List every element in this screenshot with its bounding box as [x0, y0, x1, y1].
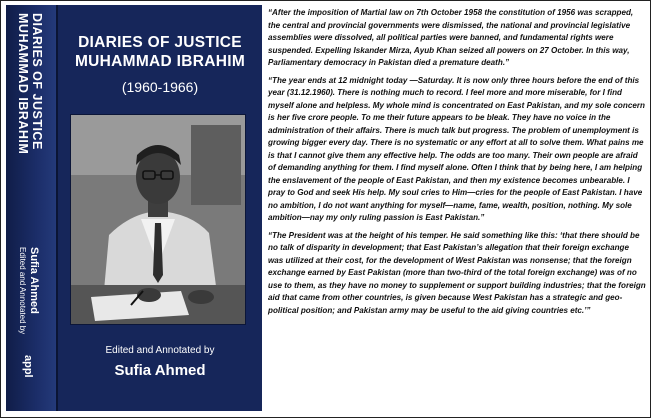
edited-by-label: Edited and Annotated by — [105, 345, 215, 356]
front-cover — [58, 5, 262, 411]
spine-publisher-logo: appl — [22, 355, 34, 378]
portrait-illustration — [71, 115, 245, 324]
cover-years: (1960-1966) — [121, 79, 199, 95]
spine-title — [16, 13, 44, 154]
cover-title-line2: MUHAMMAD IBRAHIM — [74, 53, 246, 70]
cover-title-line1: DIARIES OF JUSTICE — [78, 34, 242, 51]
cover-author-name: Sufia Ahmed — [114, 362, 206, 379]
spine-title-line2: MUHAMMAD IBRAHIM — [16, 13, 30, 155]
diary-quotes — [268, 7, 646, 411]
quote-martial-law: “After the imposition of Martial law on 7th October 1958 the constitution of 1956 was scrapped, the central and provincial governments were dismissed, the national and provincial legislative assemblies were dissolved, all political parties were banned, and fundamental rights were suspended. Expelling Iskander Mirza, Ayub Khan seized all powers on 27 October. In this way, Parliamentary democracy in Pakistan died a premature death.” — [268, 8, 634, 67]
spine-title-line1: DIARIES OF JUSTICE — [30, 13, 44, 150]
quote-year-end: “The year ends at 12 midnight today —Saturday. It is now only three hours before the end of this year (31.12.1960). There is nothing much to record. I feel more and more miserable, for I find myself alone and helpless. My whole mind is concentrated on East Pakistan, and my sole concern is her five crore people. To me their future appears to be bleak. They have no voice in the administration of their affairs. There is much talk but progress. The problem of unemployment is growing bigger every day. There is no systematic or any effort at all to solve them. What pains me is that I cannot give them any effective help. The odds are too many. Their own people are afraid of demanding anything for them. I find myself alone. Often I think that by being here, I am helping the enslavement of the people of East Pakistan, and then my existence becomes unbearable. I pray to God and seek His help. My soul cries to Him—cries for the people of East Pakistan. I have no ambition, I do not want anything for myself—name, fame, wealth, position, nothing. My sole ambition—nay my only ruling passion is East Pakistan.” — [268, 75, 645, 222]
book-spine — [6, 5, 58, 411]
author-portrait-photo — [70, 114, 246, 325]
quote-president: “The President was at the height of his temper. He said something like this: ‘that there should be no talk of disparity in development; that East Pakistan’s allegation that their foreign exchange was utilized at their cost, for the development of West Pakistan was nonsense; that the foreign exchange earned by East Pakistan (more than two-third of the total foreign exchange) was of no use to them, as they have no money to supplement or support building industries; that the foreign aid that came from other countries, is given because West Pakistan has a strategic and geo-political position; and Pakistan army may be useful to the aid giving countries etc.’” — [268, 230, 646, 315]
spine-author: Sufia Ahmed — [28, 247, 40, 314]
spine-subtitle: Edited and Annotated by — [18, 247, 27, 335]
